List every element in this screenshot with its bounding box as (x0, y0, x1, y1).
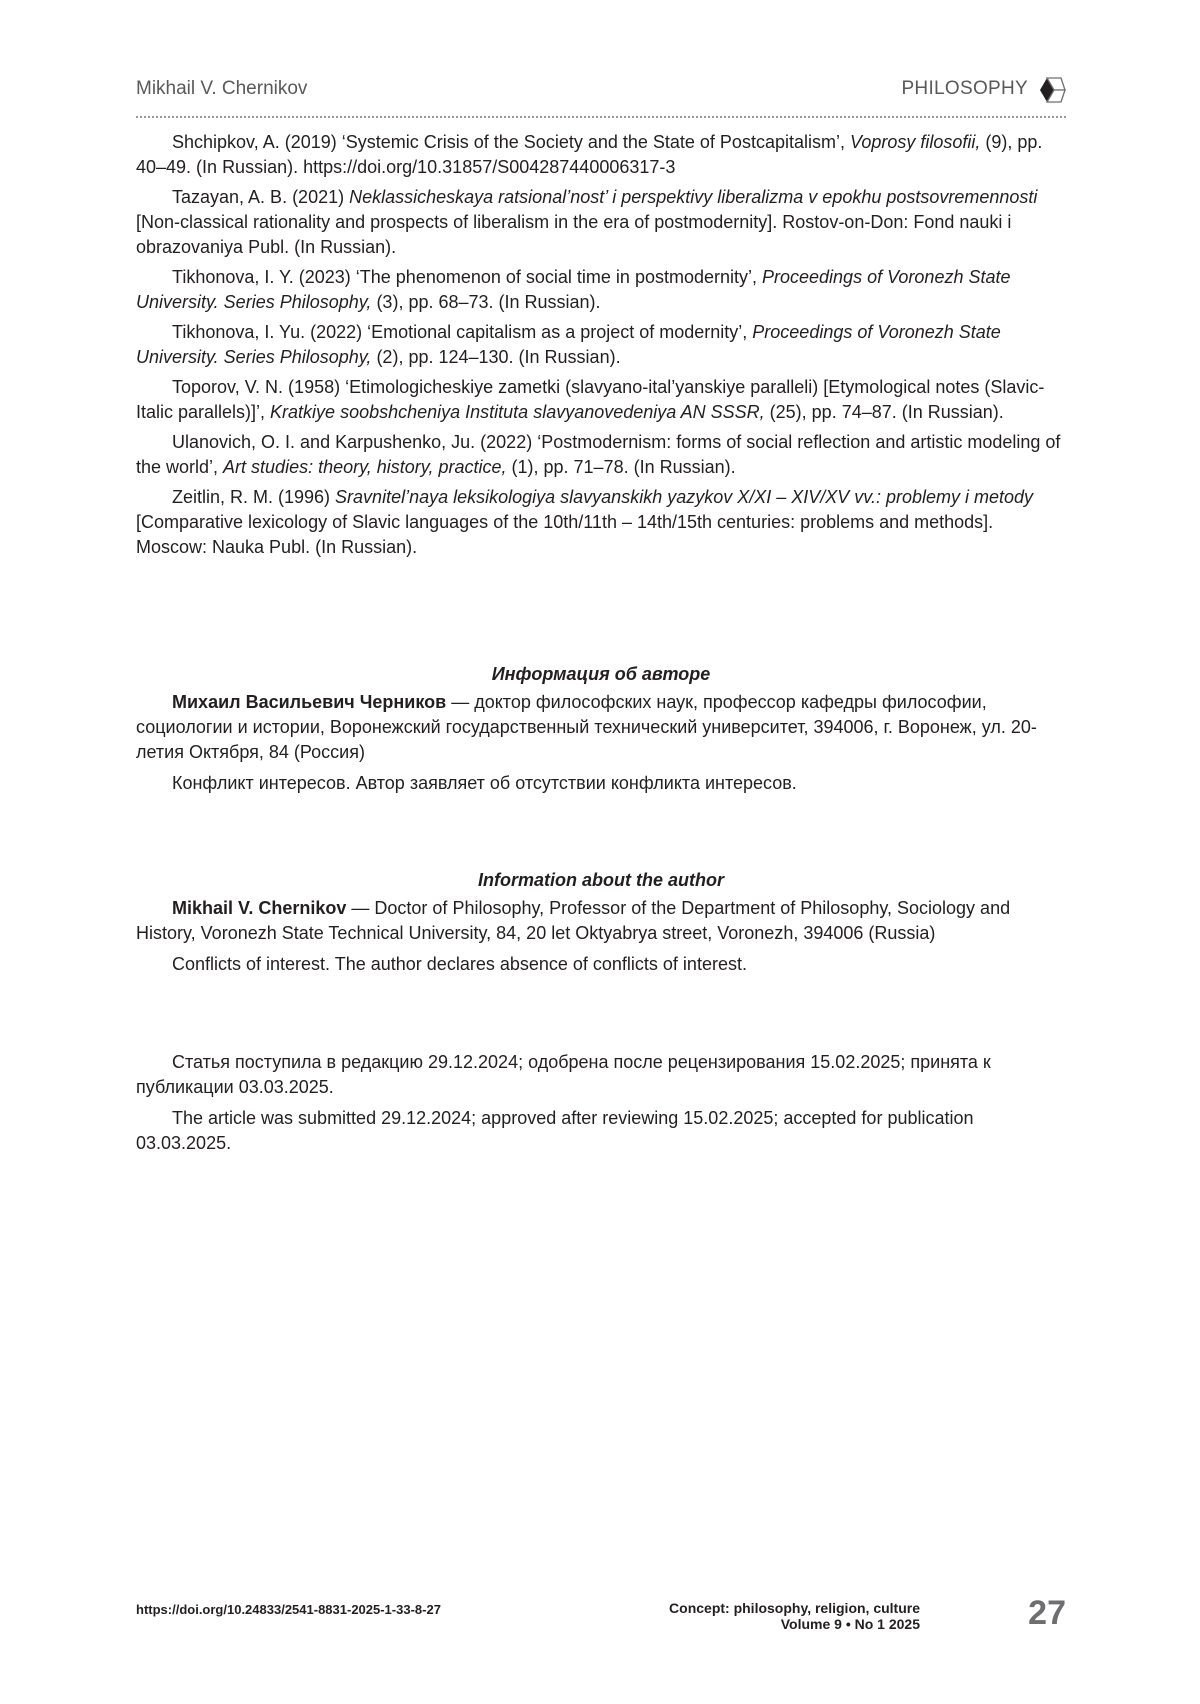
author-bio-ru-text: — доктор философских наук, профессор кафедры философии, социологии и истории, Воронежский государственный технический университет, 394006, г. Воронеж, ул. 20-летия Октября, 84 (Россия) (136, 692, 1037, 762)
reference-text: Shchipkov, A. (2019) ‘Systemic Crisis of the Society and the State of Postcapitalism’, (172, 132, 850, 152)
author-bio-ru (136, 690, 1066, 765)
reference-list (136, 130, 1066, 565)
author-info-en (136, 868, 1066, 983)
reference-source-title: Sravnitel’naya leksikologiya slavyanskikh yazykov X/XI – XIV/XV vv.: problemy i metody (335, 487, 1034, 507)
reference-item (136, 185, 1066, 260)
footer-journal-info (640, 1600, 920, 1632)
reference-text: (2), pp. 124–130. (In Russian). (371, 347, 621, 367)
reference-source-title: Art studies: theory, history, practice, (223, 457, 507, 477)
reference-source-title: Kratkiye soobshcheniya Instituta slavyanovedeniya AN SSSR, (270, 402, 765, 422)
reference-source-title: Voprosy filosofii, (849, 132, 981, 152)
author-info-ru (136, 662, 1066, 802)
reference-item (136, 320, 1066, 370)
submission-dates-ru: Статья поступила в редакцию 29.12.2024; одобрена после рецензирования 15.02.2025; принята к публикации 03.03.2025. (136, 1052, 991, 1097)
author-info-en-title: Information about the author (478, 870, 724, 890)
reference-text: Tazayan, A. B. (2021) (172, 187, 350, 207)
author-name-ru: Михаил Васильевич Черников (172, 692, 447, 712)
reference-source-title: Neklassicheskaya ratsional’nost’ i perspektivy liberalizma v epokhu postsovremennosti (349, 187, 1038, 207)
conflict-statement-ru: Конфликт интересов. Автор заявляет об отсутствии конфликта интересов. (172, 773, 797, 793)
footer-issue: Volume 9 • No 1 2025 (780, 1616, 920, 1632)
submission-dates (136, 1050, 1066, 1162)
reference-text: (1), pp. 71–78. (In Russian). (506, 457, 736, 477)
diamond-logo-icon (1034, 76, 1066, 104)
author-name-en: Mikhail V. Chernikov (172, 898, 347, 918)
author-bio-en-text: — Doctor of Philosophy, Professor of the Department of Philosophy, Sociology and History, Voronezh State Technical University, 84, 20 let Oktyabrya street, Voronezh, 394006 (Russia) (136, 898, 1011, 943)
reference-item (136, 130, 1066, 180)
running-header (136, 76, 1066, 118)
reference-source-title: Proceedings of Voronezh State University. Series Philosophy, (136, 267, 1011, 312)
reference-text: Toporov, V. N. (1958) ‘Etimologicheskiye zametki (slavyano-ital’yanskiye paralleli) [Etymological notes (Slavic-Italic parallels)]’, (136, 377, 1045, 422)
reference-text: (25), pp. 74–87. (In Russian). (764, 402, 1004, 422)
reference-text: Tikhonova, I. Yu. (2022) ‘Emotional capitalism as a project of modernity’, (172, 322, 753, 342)
reference-item (136, 430, 1066, 480)
footer-doi-link[interactable]: https://doi.org/10.24833/2541-8831-2025-1-33-8-27 (136, 1602, 441, 1617)
reference-text: (9), pp. 40–49. (In Russian). https://doi.org/10.31857/S004287440006317-3 (136, 132, 1043, 177)
conflict-statement-en: Conflicts of interest. The author declares absence of conflicts of interest. (172, 954, 747, 974)
reference-text: Ulanovich, O. I. and Karpushenko, Ju. (2022) ‘Postmodernism: forms of social reflection and artistic modeling of the world’, (136, 432, 1061, 477)
header-section-label: PHILOSOPHY (901, 78, 1028, 99)
reference-item (136, 265, 1066, 315)
reference-item (136, 375, 1066, 425)
author-bio-en (136, 896, 1066, 946)
reference-text: (3), pp. 68–73. (In Russian). (371, 292, 601, 312)
submission-dates-en: The article was submitted 29.12.2024; approved after reviewing 15.02.2025; accepted for publication 03.03.2025. (136, 1108, 974, 1153)
reference-text: Tikhonova, I. Y. (2023) ‘The phenomenon of social time in postmodernity’, (172, 267, 762, 287)
reference-text: [Comparative lexicology of Slavic languages of the 10th/11th – 14th/15th centuries: problems and methods]. Moscow: Nauka Publ. (In Russian). (136, 512, 994, 557)
reference-text: [Non-classical rationality and prospects of liberalism in the era of postmodernity]. Rostov-on-Don: Fond nauki i obrazovaniya Publ. (In Russian). (136, 212, 1012, 257)
reference-item (136, 485, 1066, 560)
footer-journal-title: Concept: philosophy, religion, culture (669, 1600, 920, 1616)
author-info-ru-title: Информация об авторе (491, 664, 711, 684)
page-number: 27 (1028, 1594, 1066, 1632)
reference-text: Zeitlin, R. M. (1996) (172, 487, 336, 507)
header-author: Mikhail V. Chernikov (136, 78, 308, 99)
reference-source-title: Proceedings of Voronezh State University. Series Philosophy, (136, 322, 1001, 367)
